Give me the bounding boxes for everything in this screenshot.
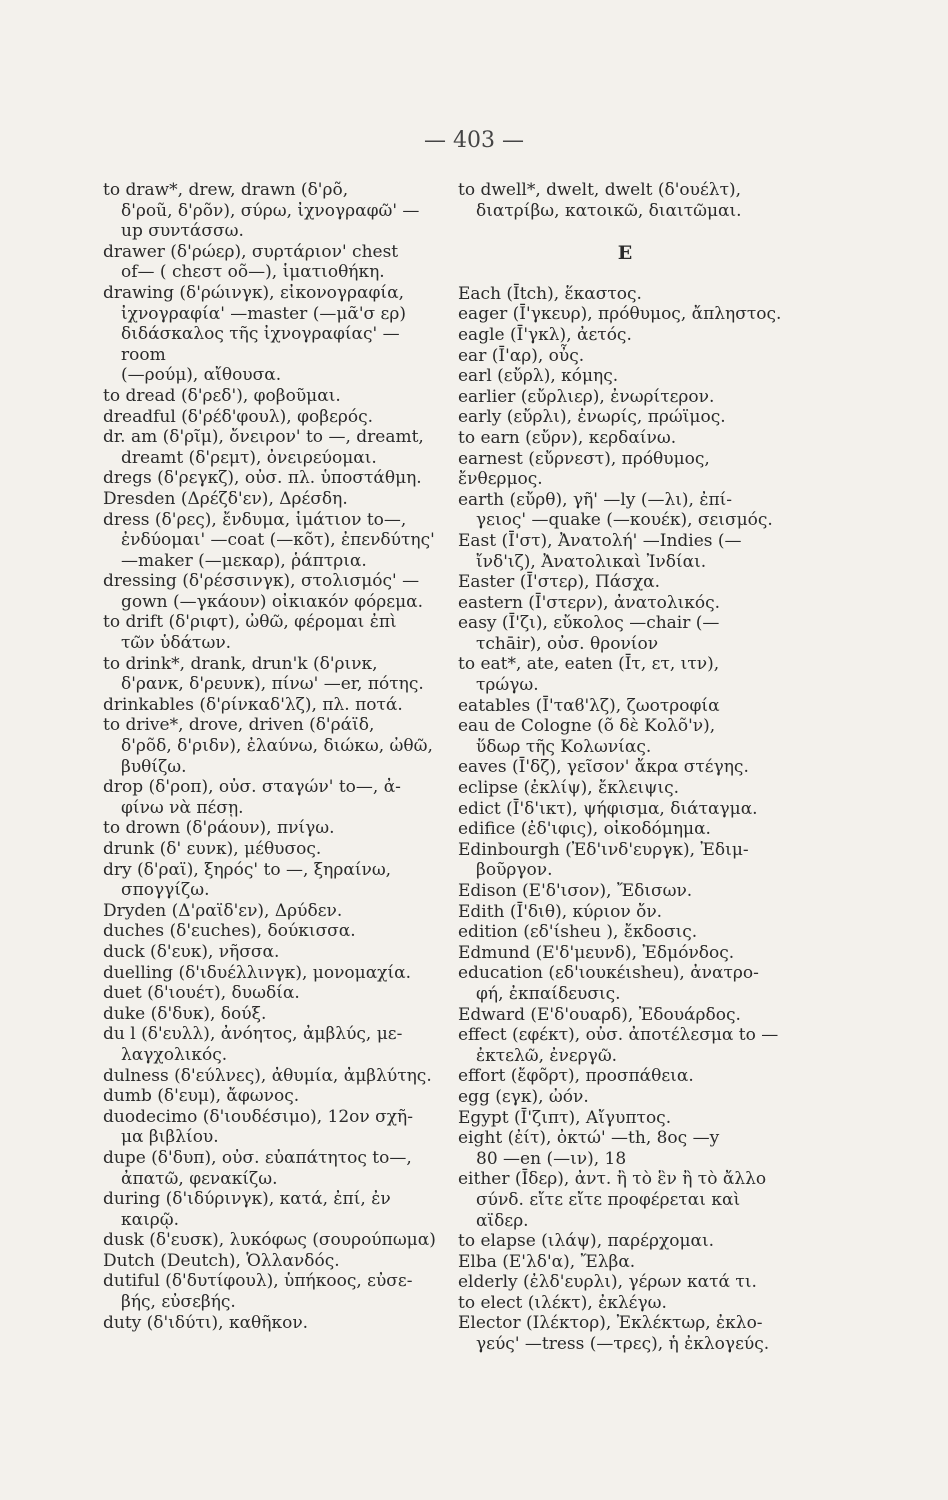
- entry-continuation-line: τchāir), οὐσ. θρονίον: [476, 633, 659, 654]
- dictionary-entry: [458, 881, 793, 902]
- entry-headword-line: East (Ῑ'στ), Ἀνατολή' —Indies (—: [458, 530, 742, 551]
- dictionary-entry: [458, 346, 793, 367]
- entry-continuation-line: φίνω νὰ πέσῃ.: [121, 797, 244, 818]
- entry-continuation-line: βυθίζω.: [121, 756, 187, 777]
- entry-headword-line: Elba (Ε'λδ'α), Ἔλβα.: [458, 1251, 636, 1272]
- entry-headword-line: early (εὔρλι), ἐνωρίς, πρώϊμος.: [458, 407, 726, 428]
- entry-headword-line: dumb (δ'ευμ), ἄφωνος.: [103, 1086, 300, 1107]
- dictionary-entry: [458, 449, 793, 490]
- entry-headword-line: to dread (δ'ρεδ'), φοβοῦμαι.: [103, 385, 341, 406]
- entry-headword-line: to drink*, drank, drun'k (δ'ρινκ,: [103, 653, 378, 674]
- entry-headword-line: to draw*, drew, drawn (δ'ρõ,: [103, 180, 349, 200]
- section-letter-heading: E: [617, 242, 634, 265]
- entry-headword-line: earlier (εὔρλιερ), ἐνωρίτερον.: [458, 386, 715, 407]
- dictionary-entry: [458, 325, 793, 346]
- entry-headword-line: edict (Ῑ'δ'ικτ), ψήφισμα, διάταγμα.: [458, 798, 758, 819]
- dictionary-entry: [103, 818, 438, 839]
- entry-headword-line: dutiful (δ'δυτίφουλ), ὑπήκοος, εὐσε-: [103, 1271, 413, 1292]
- dictionary-entry: [103, 654, 438, 695]
- dictionary-entry: [458, 840, 793, 881]
- entry-headword-line: Dryden (Δ'ραϊδ'εν), Δρύδεν.: [103, 900, 343, 921]
- dictionary-entry: [458, 531, 793, 572]
- entry-continuation-line: ἀπατῶ, φενακίζω.: [121, 1168, 278, 1189]
- dictionary-entry: [103, 1024, 438, 1065]
- entry-headword-line: duck (δ'ευκ), νῆσσα.: [103, 941, 280, 962]
- dictionary-entry: [458, 1108, 793, 1129]
- entry-continuation-line: δ'ρõδ, δ'ριδν), ἐλαύνω, διώκω, ὠθῶ,: [121, 736, 433, 757]
- entry-headword-line: Edmund (Ε'δ'μευνδ), Ἐδμόνδος.: [458, 942, 735, 963]
- dictionary-entry: [103, 1107, 438, 1148]
- entry-headword-line: education (εδ'ιουκέιsheu), ἀνατρο-: [458, 963, 759, 984]
- dictionary-entry: [458, 387, 793, 408]
- dictionary-entry: [103, 1251, 438, 1272]
- entry-headword-line: dressing (δ'ρέσσινγκ), στολισμός' —: [103, 571, 420, 592]
- entry-headword-line: Edward (Ε'δ'ουαρδ), Ἐδουάρδος.: [458, 1004, 741, 1025]
- entry-headword-line: eclipse (ἐκλίψ), ἔκλειψις.: [458, 778, 680, 799]
- entry-headword-line: Elector (Ιλέκτορ), Ἐκλέκτωρ, ἐκλο-: [458, 1313, 763, 1334]
- entry-headword-line: dregs (δ'ρεγκζ), οὐσ. πλ. ὑποστάθμη.: [103, 468, 422, 489]
- dictionary-entry: [458, 716, 793, 757]
- dictionary-entry: [103, 571, 438, 612]
- dictionary-entry: [103, 242, 438, 283]
- entry-headword-line: earth (εὔρθ), γῆ' —ly (—λι), ἐπί-: [458, 489, 733, 510]
- dictionary-entry: [458, 1293, 793, 1314]
- entry-headword-line: Egypt (Ῑ'ζιπτ), Αἴγυπτος.: [458, 1107, 672, 1128]
- entry-headword-line: to elapse (ιλάψ), παρέρχομαι.: [458, 1231, 715, 1252]
- entry-headword-line: duelling (δ'ιδυέλλινγκ), μονομαχία.: [103, 962, 412, 983]
- entry-headword-line: duches (δ'εuches), δούκισσα.: [103, 921, 356, 942]
- dictionary-entry: [103, 612, 438, 653]
- entry-headword-line: Edison (Ε'δ'ισον), Ἔδισων.: [458, 881, 693, 901]
- entry-continuation-line: gown (—γκάουν) οἰκιακόν φόρεμα.: [121, 591, 423, 612]
- dictionary-entry: [458, 1128, 793, 1169]
- dictionary-entry: [103, 901, 438, 922]
- entry-headword-line: eau de Cologne (õ δὲ Κολõ'ν),: [458, 716, 716, 737]
- entry-headword-line: Easter (Ῑ'στερ), Πάσχα.: [458, 572, 661, 593]
- entry-continuation-line: βοῦργον.: [476, 860, 553, 881]
- entry-headword-line: dreadful (δ'ρέδ'φουλ), φοβερός.: [103, 406, 374, 427]
- dictionary-entry: [103, 860, 438, 901]
- dictionary-entry: [103, 468, 438, 489]
- dictionary-entry: [103, 407, 438, 428]
- entry-headword-line: dress (δ'ρες), ἔνδυμα, ἱμάτιον to—,: [103, 509, 407, 530]
- dictionary-entry: [103, 427, 438, 468]
- entry-headword-line: dr. am (δ'ρῖμ), ὄνειρον' to —, dreamt,: [103, 427, 424, 448]
- entry-headword-line: eastern (Ῑ'στερν), ἀνατολικός.: [458, 592, 721, 613]
- dictionary-entry: [458, 1025, 793, 1066]
- entry-headword-line: earl (εὔρλ), κόμης.: [458, 366, 619, 387]
- dictionary-entry: [103, 695, 438, 716]
- dictionary-entry: [458, 1087, 793, 1108]
- entry-headword-line: dry (δ'ραϊ), ξηρός' to —, ξηραίνω,: [103, 859, 392, 880]
- dictionary-entry: [458, 696, 793, 717]
- dictionary-entry: [458, 613, 793, 654]
- entry-headword-line: eight (ἐίτ), ὀκτώ' —th, 8ος —y: [458, 1128, 720, 1149]
- entry-continuation-line: dreamt (δ'ρεμτ), ὀνειρεύομαι.: [121, 447, 377, 468]
- entry-headword-line: Dutch (Deutch), Ὁλλανδός.: [103, 1250, 340, 1271]
- entry-headword-line: eatables (Ῑ'ταϐ'λζ), ζωοτροφία: [458, 695, 720, 716]
- entry-headword-line: elderly (ἐλδ'ευρλι), γέρων κατά τι.: [458, 1272, 757, 1293]
- dictionary-entry: [103, 1313, 438, 1334]
- dictionary-entry: [458, 1005, 793, 1026]
- left-column: [103, 180, 438, 1333]
- dictionary-entry: [103, 283, 438, 386]
- dictionary-entry: [103, 1230, 438, 1251]
- dictionary-entry: [458, 902, 793, 923]
- entry-headword-line: to drown (δ'ράουν), πνίγω.: [103, 818, 335, 839]
- dictionary-entry: [458, 922, 793, 943]
- entry-headword-line: during (δ'ιδύρινγκ), κατά, ἐπί, ἐν: [103, 1189, 391, 1210]
- entry-continuation-line: (—ρούμ), αἴθουσα.: [121, 365, 282, 386]
- entry-headword-line: to dwell*, dwelt, dwelt (δ'ουέλτ),: [458, 180, 742, 200]
- entry-headword-line: dulness (δ'εύλνες), ἀθυμία, ἀμβλύτης.: [103, 1065, 432, 1086]
- dictionary-entry: [458, 1313, 793, 1354]
- dictionary-entry: [458, 304, 793, 325]
- entry-headword-line: eagle (Ῑ'γκλ), ἀετός.: [458, 324, 632, 345]
- dictionary-entry: [458, 1169, 793, 1231]
- entry-headword-line: eager (Ῑ'γκευρ), πρόθυμος, ἄπληστος.: [458, 304, 782, 325]
- entry-headword-line: to earn (εὔρν), κερδαίνω.: [458, 427, 677, 448]
- dictionary-entry: [458, 180, 793, 221]
- entry-headword-line: egg (εγκ), ὠόν.: [458, 1086, 589, 1107]
- entry-continuation-line: ἐκτελῶ, ἐνεργῶ.: [476, 1045, 618, 1066]
- entry-continuation-line: γειος' —quake (—κουέκ), σεισμός.: [476, 510, 773, 531]
- page-number: — 403 —: [424, 128, 524, 153]
- entry-headword-line: effort (ἔφõρτ), προσπάθεια.: [458, 1066, 694, 1087]
- dictionary-entry: [103, 1004, 438, 1025]
- dictionary-entry: [458, 799, 793, 820]
- entry-headword-line: Edinbourgh (Ἐδ'ινδ'ευργκ), Ἐδιμ-: [458, 839, 749, 860]
- entry-continuation-line: φή, ἐκπαίδευσις.: [476, 983, 621, 1004]
- entry-headword-line: drawing (δ'ρώινγκ), εἰκονογραφία,: [103, 282, 404, 303]
- dictionary-entry: [103, 1148, 438, 1189]
- dictionary-entry: [103, 1066, 438, 1087]
- entry-headword-line: to drive*, drove, driven (δ'ράϊδ,: [103, 715, 375, 736]
- dictionary-entry: [458, 778, 793, 799]
- dictionary-entry: [103, 921, 438, 942]
- entry-headword-line: du l (δ'ευλλ), ἀνόητος, ἀμβλύς, με-: [103, 1024, 403, 1045]
- dictionary-entry: [103, 983, 438, 1004]
- dictionary-entry: [103, 839, 438, 860]
- entry-continuation-line: ἐνδύομαι' —coat (—κõτ), ἐπενδύτης': [121, 530, 435, 551]
- entry-headword-line: earnest (εὔρνεστ), πρόθυμος, ἔνθερμος.: [458, 448, 710, 490]
- entry-headword-line: to eat*, ate, eaten (Īτ, ετ, ιτν),: [458, 654, 720, 675]
- entry-headword-line: duet (δ'ιουέτ), δυωδία.: [103, 983, 300, 1004]
- dictionary-entry: [103, 1086, 438, 1107]
- entry-continuation-line: —maker (—μεκαρ), ῥάπτρια.: [121, 550, 367, 571]
- entry-headword-line: either (Ῑδερ), ἀντ. ἢ τὸ ἓν ἢ τὸ ἄλλο: [458, 1169, 767, 1190]
- entry-headword-line: eaves (Ῑ'δζ), γεῖσον' ἄκρα στέγης.: [458, 757, 749, 778]
- entry-headword-line: drinkables (δ'ρίνκαδ'λζ), πλ. ποτά.: [103, 694, 403, 715]
- dictionary-entry: [103, 1271, 438, 1312]
- entry-continuation-line: of— ( chεστ οõ—), ἱματιοθήκη.: [121, 262, 385, 283]
- right-column: [458, 180, 793, 1355]
- entry-headword-line: edition (εδ'ίsheu ), ἔκδοσις.: [458, 922, 698, 943]
- dictionary-entry: [458, 593, 793, 614]
- dictionary-entry: [458, 654, 793, 695]
- entry-continuation-line: δ'ροũ, δ'ρõν), σύρω, ἰχνογραφῶ' —: [121, 200, 420, 221]
- dictionary-entry: [103, 1189, 438, 1230]
- entry-continuation-line: τῶν ὑδάτων.: [121, 633, 232, 654]
- entry-headword-line: drop (δ'ροπ), οὐσ. σταγών' to—, ἀ-: [103, 777, 401, 798]
- dictionary-entry: [103, 715, 438, 777]
- entry-headword-line: duke (δ'δυκ), δούξ.: [103, 1003, 267, 1024]
- entry-headword-line: Edith (Ῑ'διθ), κύριον ὄν.: [458, 901, 663, 922]
- entry-continuation-line: σύνδ. εἴτε εἴτε προφέρεται καὶ αϊδερ.: [476, 1189, 741, 1231]
- entry-headword-line: ear (Ῑ'αρ), οὖς.: [458, 345, 585, 366]
- entry-headword-line: dusk (δ'ευσκ), λυκόφως (σουρούπωμα): [103, 1230, 436, 1251]
- entry-headword-line: drunk (δ' ευνκ), μέθυσος.: [103, 839, 322, 859]
- entry-continuation-line: βής, εὐσεβής.: [121, 1292, 236, 1313]
- dictionary-entry: [458, 1231, 793, 1252]
- dictionary-entry: [458, 407, 793, 428]
- entry-headword-line: to elect (ιλέκτ), ἐκλέγω.: [458, 1292, 667, 1313]
- entry-continuation-line: up συντάσσω.: [121, 221, 244, 242]
- entry-headword-line: to drift (δ'ριφτ), ὠθῶ, φέρομαι ἐπὶ: [103, 612, 397, 633]
- entry-continuation-line: τρώγω.: [476, 675, 539, 696]
- entry-continuation-line: μα βιβλίου.: [121, 1127, 219, 1148]
- dictionary-entry: [103, 489, 438, 510]
- dictionary-entry: [458, 1272, 793, 1293]
- entry-headword-line: dupe (δ'δυπ), οὐσ. εὐαπάτητος to—,: [103, 1147, 412, 1168]
- dictionary-entry: [458, 572, 793, 593]
- entry-continuation-line: γεύς' —tress (—τρες), ἡ ἐκλογεύς.: [476, 1334, 770, 1355]
- dictionary-entry: [103, 386, 438, 407]
- entry-continuation-line: καιρῷ.: [121, 1209, 180, 1230]
- entry-continuation-line: διδάσκαλος τῆς ἰχνογραφίας' —room: [121, 324, 400, 365]
- dictionary-entry: [103, 510, 438, 572]
- entry-headword-line: drawer (δ'ρώερ), συρτάριον' chest: [103, 241, 399, 262]
- dictionary-entry: [458, 1252, 793, 1273]
- dictionary-entry: [103, 963, 438, 984]
- entry-headword-line: Dresden (Δρέζδ'εν), Δρέσδη.: [103, 488, 348, 509]
- entry-continuation-line: ἴνδ'ιζ), Ἀνατολικαὶ Ἰνδίαι.: [476, 551, 707, 572]
- dictionary-entry: [458, 366, 793, 387]
- dictionary-entry: [103, 777, 438, 818]
- entry-headword-line: duty (δ'ιδύτι), καθῆκον.: [103, 1312, 309, 1333]
- entry-continuation-line: 80 —en (—ιν), 18: [476, 1148, 627, 1169]
- entry-continuation-line: ὕδωρ τῆς Κολωνίας.: [476, 736, 652, 757]
- entry-continuation-line: σπογγίζω.: [121, 880, 210, 901]
- entry-continuation-line: ἰχνογραφία' —master (—μᾶ'σ ερ): [121, 303, 406, 324]
- entry-continuation-line: λαγχολικός.: [121, 1044, 228, 1065]
- dictionary-entry: [103, 942, 438, 963]
- entry-headword-line: easy (Ῑ'ζι), εὔκολος —chair (—: [458, 613, 720, 634]
- dictionary-entry: [103, 180, 438, 242]
- dictionary-entry: [458, 490, 793, 531]
- entry-continuation-line: δ'ρανκ, δ'ρευνκ), πίνω' —er, πότης.: [121, 674, 424, 695]
- dictionary-entry: [458, 819, 793, 840]
- entry-continuation-line: διατρίβω, κατοικῶ, διαιτῶμαι.: [476, 200, 742, 221]
- entry-headword-line: edifice (ἐδ'ιφις), οἰκοδόμημα.: [458, 819, 711, 840]
- dictionary-entry: [458, 757, 793, 778]
- dictionary-entry: [458, 1066, 793, 1087]
- entry-headword-line: effect (εφέκτ), οὐσ. ἀποτέλεσμα to —: [458, 1025, 779, 1046]
- entry-headword-line: duodecimo (δ'ιουδέσιμο), 12ον σχῆ-: [103, 1106, 413, 1127]
- dictionary-entry: [458, 284, 793, 305]
- dictionary-entry: [458, 963, 793, 1004]
- entry-headword-line: Each (Ῑtch), ἕκαστος.: [458, 283, 642, 304]
- dictionary-entry: [458, 943, 793, 964]
- dictionary-entry: [458, 428, 793, 449]
